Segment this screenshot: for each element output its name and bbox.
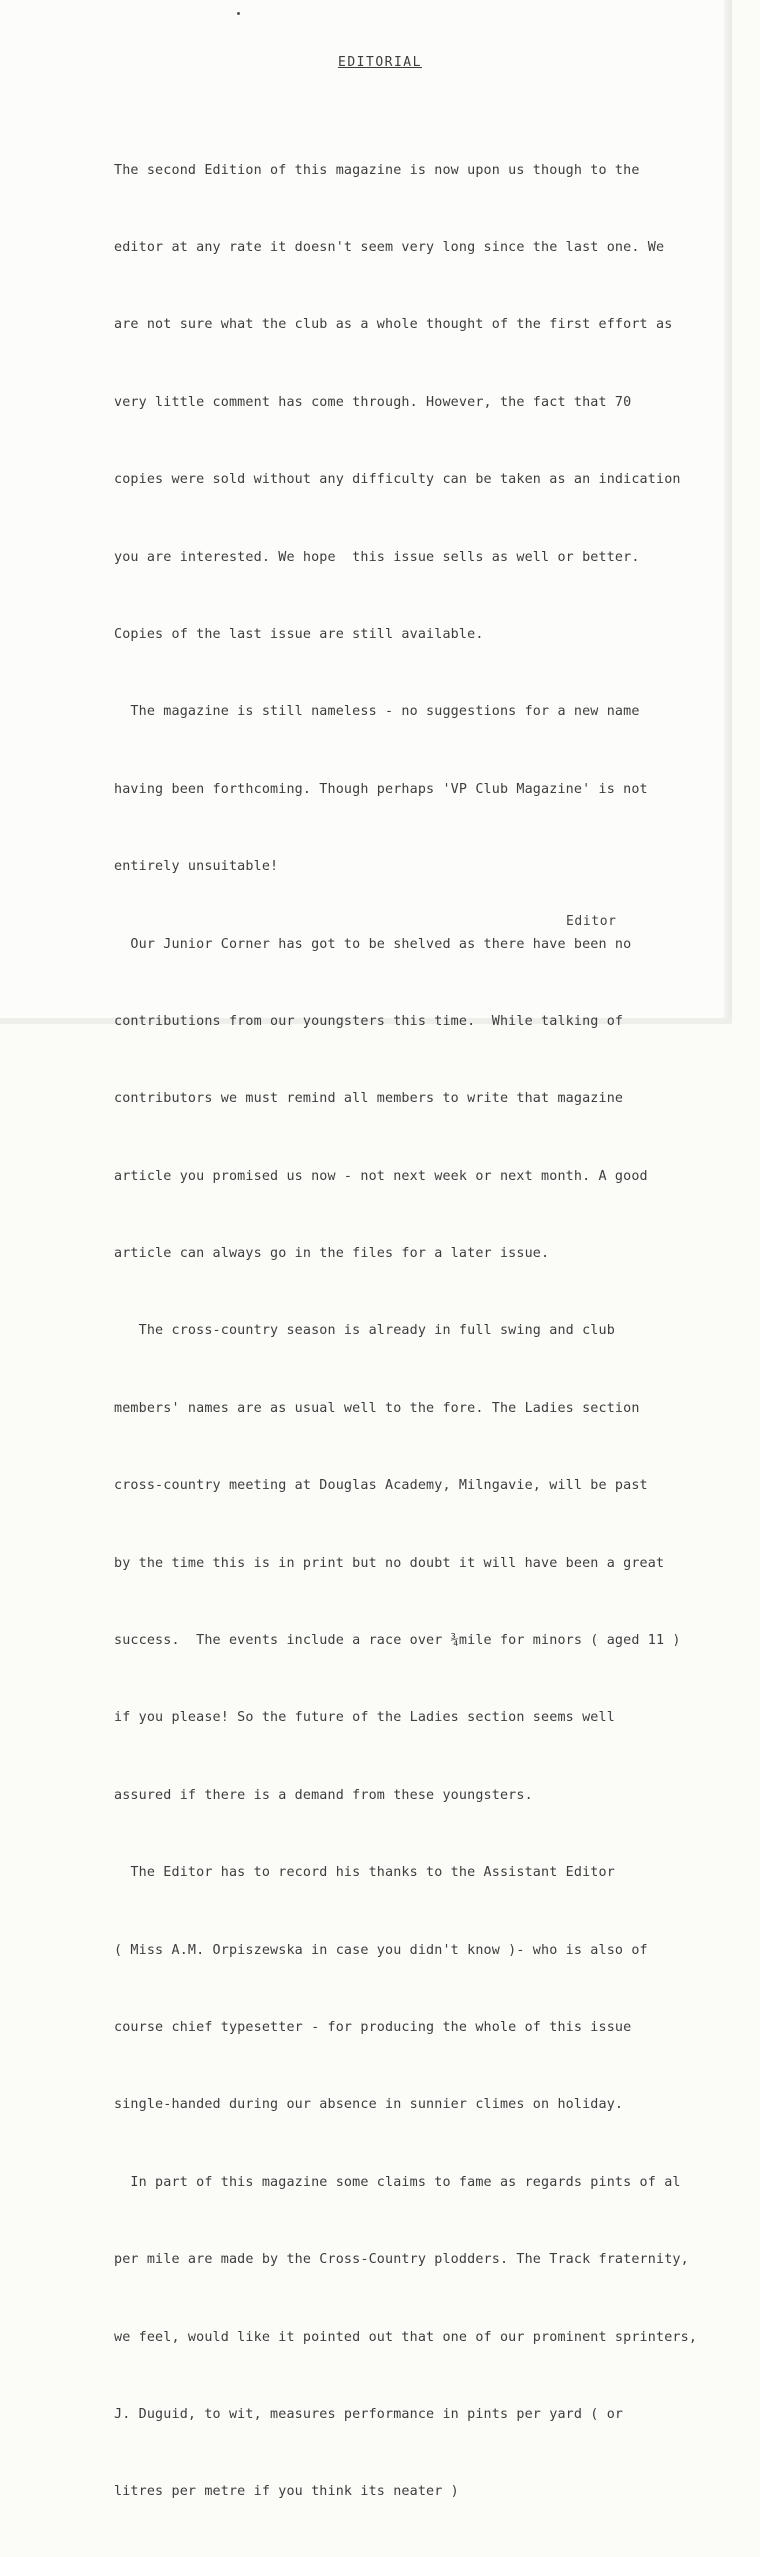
editorial-body [114,106,724,2557]
body-line: we feel, would like it pointed out that one of our prominent sprinters, [114,2329,698,2345]
body-line: cross-country meeting at Douglas Academy, Milngavie, will be past [114,1478,648,1494]
body-line: assured if there is a demand from these youngsters. [114,1787,533,1803]
body-line: very little comment has come through. However, the fact that 70 [114,394,632,410]
body-line: The Editor has to record his thanks to the Assistant Editor [114,1865,615,1881]
body-line: by the time this is in print but no doubt it will have been a great [114,1555,665,1571]
body-line: In part of this magazine some claims to fame as regards pints of al [114,2174,681,2190]
body-line: article can always go in the files for a later issue. [114,1246,550,1262]
body-line: The magazine is still nameless - no suggestions for a new name [114,704,640,720]
body-line: ( Miss A.M. Orpiszewska in case you didn't know )- who is also of [114,1942,648,1958]
body-line: The cross-country season is already in full swing and club [114,1323,615,1339]
body-line: entirely unsuitable! [114,859,279,875]
body-line: are not sure what the club as a whole thought of the first effort as [114,317,673,333]
body-line: course chief typesetter - for producing the whole of this issue [114,2019,632,2035]
ink-speck [237,12,240,15]
body-line: per mile are made by the Cross-Country plodders. The Track fraternity, [114,2252,689,2268]
body-line: Copies of the last issue are still available. [114,626,484,642]
body-line: contributors we must remind all members to write that magazine [114,1091,624,1107]
body-line: having been forthcoming. Though perhaps 'VP Club Magazine' is not [114,781,648,797]
body-line: J. Duguid, to wit, measures performance in pints per yard ( or [114,2406,624,2422]
body-line: editor at any rate it doesn't seem very long since the last one. We [114,239,665,255]
page-edge-shadow [724,0,732,1024]
body-line: you are interested. We hope this issue sells as well or better. [114,549,640,565]
body-line: if you please! So the future of the Ladies section seems well [114,1710,615,1726]
body-line: The second Edition of this magazine is now upon us though to the [114,162,640,178]
body-line: contributions from our youngsters this time. While talking of [114,1013,624,1029]
editor-signoff: Editor [566,914,617,929]
body-line: members' names are as usual well to the fore. The Ladies section [114,1400,640,1416]
body-line: Our Junior Corner has got to be shelved as there have been no [114,936,632,952]
body-line: article you promised us now - not next week or next month. A good [114,1168,648,1184]
body-line: success. The events include a race over ¾mile for minors ( aged 11 ) [114,1633,681,1649]
editorial-title: EDITORIAL [338,55,422,70]
body-line: litres per metre if you think its neater ) [114,2484,459,2500]
body-line: copies were sold without any difficulty can be taken as an indication [114,472,681,488]
body-line: single-handed during our absence in sunnier climes on holiday. [114,2097,624,2113]
